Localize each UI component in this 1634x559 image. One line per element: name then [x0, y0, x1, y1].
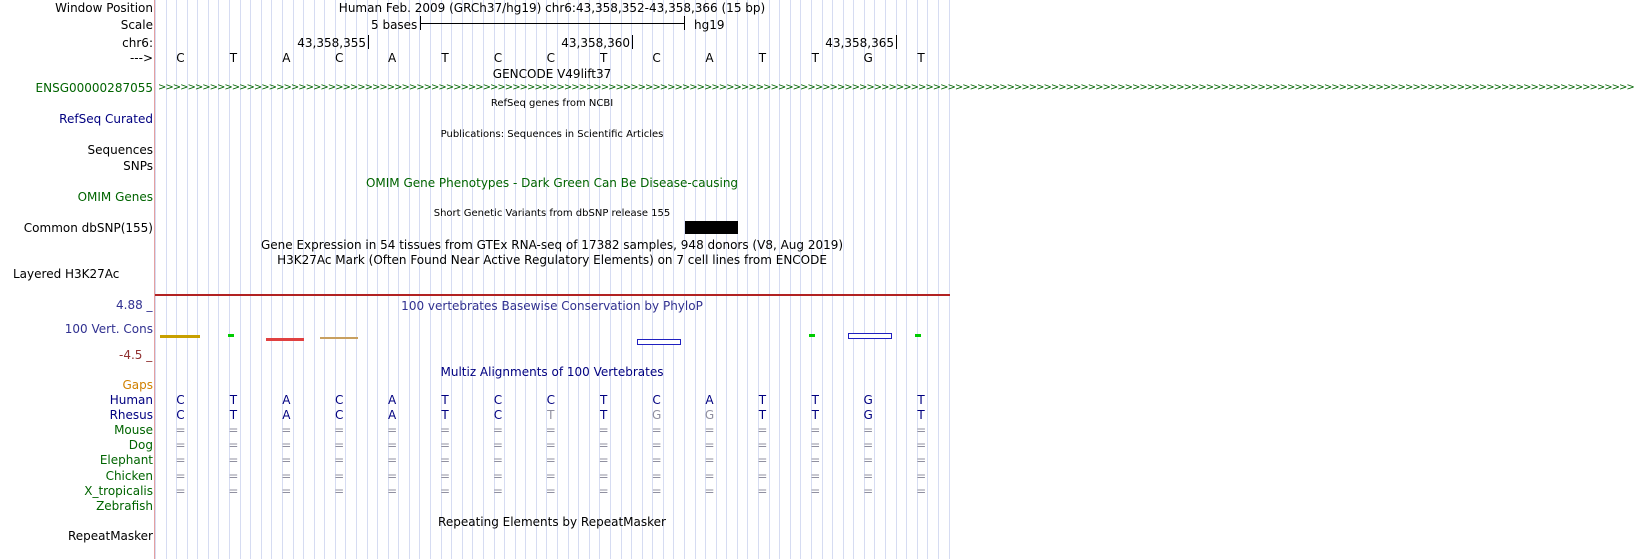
alignment-base: = — [916, 468, 927, 483]
alignment-base: = — [916, 423, 927, 438]
alignment-base: = — [757, 483, 768, 498]
alignment-base: = — [863, 438, 874, 453]
h3k27ac-track-label[interactable]: Layered H3K27Ac — [13, 267, 120, 281]
dbsnp-track-title: Short Genetic Variants from dbSNP release 155 — [433, 208, 671, 219]
alignment-base: = — [757, 438, 768, 453]
alignment-base: = — [492, 483, 503, 498]
alignment-base: T — [917, 393, 925, 407]
track-group-separator — [155, 294, 950, 296]
alignment-base: = — [757, 468, 768, 483]
alignment-base: = — [651, 423, 662, 438]
alignment-base: T — [547, 408, 555, 423]
repeatmasker-track-label[interactable]: RepeatMasker — [67, 529, 153, 543]
alignment-base: = — [492, 453, 503, 468]
alignment-base: = — [863, 483, 874, 498]
alignment-base: T — [758, 393, 767, 407]
chromosome-label: chr6: — [122, 36, 153, 50]
alignment-base: A — [282, 393, 291, 407]
alignment-base: C — [493, 393, 503, 407]
ruler-position-2: 43,358,360 — [561, 36, 630, 50]
alignment-base: = — [492, 468, 503, 483]
alignment-base: = — [281, 468, 292, 483]
ruler-tick-1 — [368, 35, 369, 49]
alignment-base: = — [810, 438, 821, 453]
alignment-base: = — [545, 453, 556, 468]
scale-bar — [420, 23, 684, 24]
dbsnp-variant-feature[interactable] — [685, 221, 738, 234]
reference-base: A — [282, 51, 291, 65]
alignment-base: A — [387, 393, 397, 407]
gencode-gene-label[interactable]: ENSG00000287055 — [35, 81, 153, 95]
alignment-base: = — [175, 483, 186, 498]
alignment-base: C — [334, 408, 344, 423]
reference-base: T — [229, 51, 238, 65]
alignment-base: = — [387, 423, 398, 438]
alignment-base: T — [600, 408, 608, 423]
reference-base: T — [917, 51, 925, 65]
alignment-base: = — [281, 438, 292, 453]
reference-base: A — [387, 51, 397, 65]
multiz-track-title: Multiz Alignments of 100 Vertebrates — [440, 365, 664, 379]
phylop-track-label[interactable]: 100 Vert. Cons — [64, 322, 153, 336]
assembly-text: hg19 — [694, 18, 725, 32]
reference-base: C — [176, 51, 185, 65]
reference-base: G — [863, 51, 873, 65]
species-label[interactable]: Zebrafish — [96, 498, 153, 513]
gencode-track-title: GENCODE V49lift37 — [492, 67, 612, 81]
alignment-base: = — [228, 438, 239, 453]
alignment-base: T — [758, 408, 767, 423]
alignment-base: T — [441, 393, 449, 407]
alignment-base: G — [863, 393, 873, 407]
reference-base: A — [705, 51, 714, 65]
alignment-base: C — [652, 393, 661, 407]
alignment-base: = — [651, 483, 662, 498]
reference-base: T — [600, 51, 608, 65]
refseq-track-label[interactable]: RefSeq Curated — [59, 112, 153, 126]
alignment-base: = — [810, 453, 821, 468]
reference-base: C — [334, 51, 344, 65]
alignment-base: = — [598, 438, 609, 453]
window-position-label: Window Position — [55, 1, 153, 15]
alignment-base: = — [492, 438, 503, 453]
alignment-base: C — [546, 393, 555, 407]
scale-text: 5 bases — [371, 18, 418, 32]
alignment-base: T — [229, 393, 238, 407]
alignment-base: = — [175, 453, 186, 468]
alignment-base: = — [439, 453, 451, 468]
alignment-base: = — [334, 468, 345, 483]
phylop-track-title: 100 vertebrates Basewise Conservation by PhyloP — [401, 299, 703, 313]
grid-line — [155, 0, 156, 559]
alignment-base: = — [281, 453, 292, 468]
ruler-position-3: 43,358,365 — [825, 36, 894, 50]
alignment-base: = — [387, 438, 398, 453]
repeatmasker-track-title: Repeating Elements by RepeatMasker — [438, 515, 666, 529]
alignment-base: C — [334, 393, 344, 407]
alignment-base: = — [916, 438, 927, 453]
scale-bar-right-tick — [684, 16, 685, 30]
species-label[interactable]: Human — [109, 393, 153, 407]
refseq-track-title: RefSeq genes from NCBI — [490, 98, 614, 109]
species-label[interactable]: Elephant — [99, 453, 153, 468]
gaps-label[interactable]: Gaps — [122, 378, 153, 392]
alignment-base: C — [176, 408, 185, 423]
omim-track-label[interactable]: OMIM Genes — [77, 190, 153, 204]
scale-bar-left-tick — [420, 16, 421, 30]
alignment-base: = — [334, 453, 345, 468]
alignment-base: T — [917, 408, 925, 423]
alignment-base: = — [334, 438, 345, 453]
species-label[interactable]: Mouse — [114, 423, 153, 438]
alignment-base: = — [281, 483, 292, 498]
alignment-base: = — [651, 438, 662, 453]
phylop-max-label: 4.88 _ — [116, 298, 153, 312]
alignment-base: = — [916, 453, 927, 468]
alignment-base: = — [439, 423, 451, 438]
alignment-base: = — [916, 483, 927, 498]
alignment-base: = — [810, 468, 821, 483]
alignment-base: G — [651, 408, 662, 423]
alignment-base: T — [441, 408, 449, 423]
alignment-base: = — [704, 438, 715, 453]
alignment-base: = — [863, 453, 874, 468]
alignment-base: = — [387, 468, 398, 483]
alignment-base: = — [334, 483, 345, 498]
dbsnp-track-label[interactable]: Common dbSNP(155) — [23, 221, 153, 235]
gtex-track-title: Gene Expression in 54 tissues from GTEx RNA-seq of 17382 samples, 948 donors (V8, Aug 2019) — [260, 238, 844, 252]
omim-track-title: OMIM Gene Phenotypes - Dark Green Can Be Disease-causing — [365, 176, 739, 190]
ruler-position-1: 43,358,355 — [297, 36, 366, 50]
alignment-base: = — [704, 423, 715, 438]
alignment-base: = — [334, 423, 345, 438]
species-label[interactable]: X_tropicalis — [84, 483, 153, 498]
alignment-base: = — [651, 453, 662, 468]
alignment-base: = — [439, 438, 451, 453]
species-label[interactable]: Chicken — [105, 468, 153, 483]
h3k27ac-track-title: H3K27Ac Mark (Often Found Near Active Regulatory Elements) on 7 cell lines from ENCODE — [277, 253, 827, 267]
alignment-base: = — [175, 438, 186, 453]
ruler-tick-2 — [632, 35, 633, 49]
alignment-base: = — [863, 423, 874, 438]
alignment-base: G — [863, 408, 873, 423]
alignment-base: = — [545, 423, 556, 438]
alignment-base: = — [598, 453, 609, 468]
alignment-base: = — [545, 468, 556, 483]
alignment-base: = — [387, 453, 398, 468]
alignment-base: = — [175, 423, 186, 438]
alignment-base: G — [704, 408, 715, 423]
alignment-base: = — [228, 468, 239, 483]
alignment-base: = — [281, 423, 292, 438]
alignment-base: = — [651, 468, 662, 483]
alignment-base: T — [811, 393, 819, 407]
reference-base: T — [441, 51, 449, 65]
alignment-base: = — [598, 483, 609, 498]
alignment-base: = — [863, 468, 874, 483]
alignment-base: = — [757, 423, 768, 438]
alignment-base: = — [439, 468, 451, 483]
alignment-base: = — [545, 438, 556, 453]
gencode-gene-feature[interactable]: >>>>>>>>>>>>>>>>>>>>>>>>>>>>>>>>>>>>>>>>>>>>>>>>>>>>>>>>>>>>>>>>>>>>>>>>>>>>>>>>>>>>>>>>>>>>>>>>>>>>>>>>>>>>>>>>>>>>>>>>>>>>>>>>>>>>>>>>>>>>>>>>>>>>>>>>>>>>>>>>>>>>>>>>>>>>>>>>>>>>>>>>>>>>>>>>>>>>>>>> — [158, 82, 1634, 93]
reference-base: T — [758, 51, 767, 65]
strand-label: ---> — [129, 51, 153, 65]
alignment-base: = — [757, 453, 768, 468]
alignment-base: = — [439, 483, 451, 498]
species-label[interactable]: Rhesus — [109, 408, 153, 423]
sequences-track-label[interactable]: Sequences — [87, 143, 153, 157]
alignment-base: = — [228, 423, 239, 438]
alignment-base: A — [387, 408, 397, 423]
alignment-base: = — [810, 423, 821, 438]
alignment-base: = — [704, 483, 715, 498]
window-position-text: Human Feb. 2009 (GRCh37/hg19) chr6:43,358,352-43,358,366 (15 bp) — [338, 1, 766, 15]
alignment-base: = — [228, 453, 239, 468]
ruler-tick-3 — [896, 35, 897, 49]
alignment-base: = — [387, 483, 398, 498]
reference-base: C — [546, 51, 555, 65]
alignment-base: = — [598, 423, 609, 438]
alignment-base: = — [704, 468, 715, 483]
reference-base: T — [811, 51, 819, 65]
alignment-base: C — [493, 408, 503, 423]
alignment-base: A — [705, 393, 714, 407]
snps-track-label[interactable]: SNPs — [123, 159, 153, 173]
reference-base: C — [493, 51, 503, 65]
alignment-base: = — [704, 453, 715, 468]
label-divider — [154, 0, 155, 559]
species-label[interactable]: Dog — [128, 438, 153, 453]
publications-track-title: Publications: Sequences in Scientific Articles — [440, 129, 664, 140]
alignment-base: C — [176, 393, 185, 407]
alignment-base: A — [282, 408, 291, 423]
alignment-base: T — [229, 408, 238, 423]
alignment-base: = — [598, 468, 609, 483]
alignment-base: = — [810, 483, 821, 498]
alignment-base: = — [228, 483, 239, 498]
scale-label: Scale — [120, 18, 153, 32]
alignment-base: T — [811, 408, 819, 423]
alignment-base: T — [600, 393, 608, 407]
alignment-base: = — [545, 483, 556, 498]
reference-base: C — [652, 51, 661, 65]
phylop-min-label: -4.5 _ — [119, 348, 153, 362]
alignment-base: = — [175, 468, 186, 483]
alignment-base: = — [492, 423, 503, 438]
